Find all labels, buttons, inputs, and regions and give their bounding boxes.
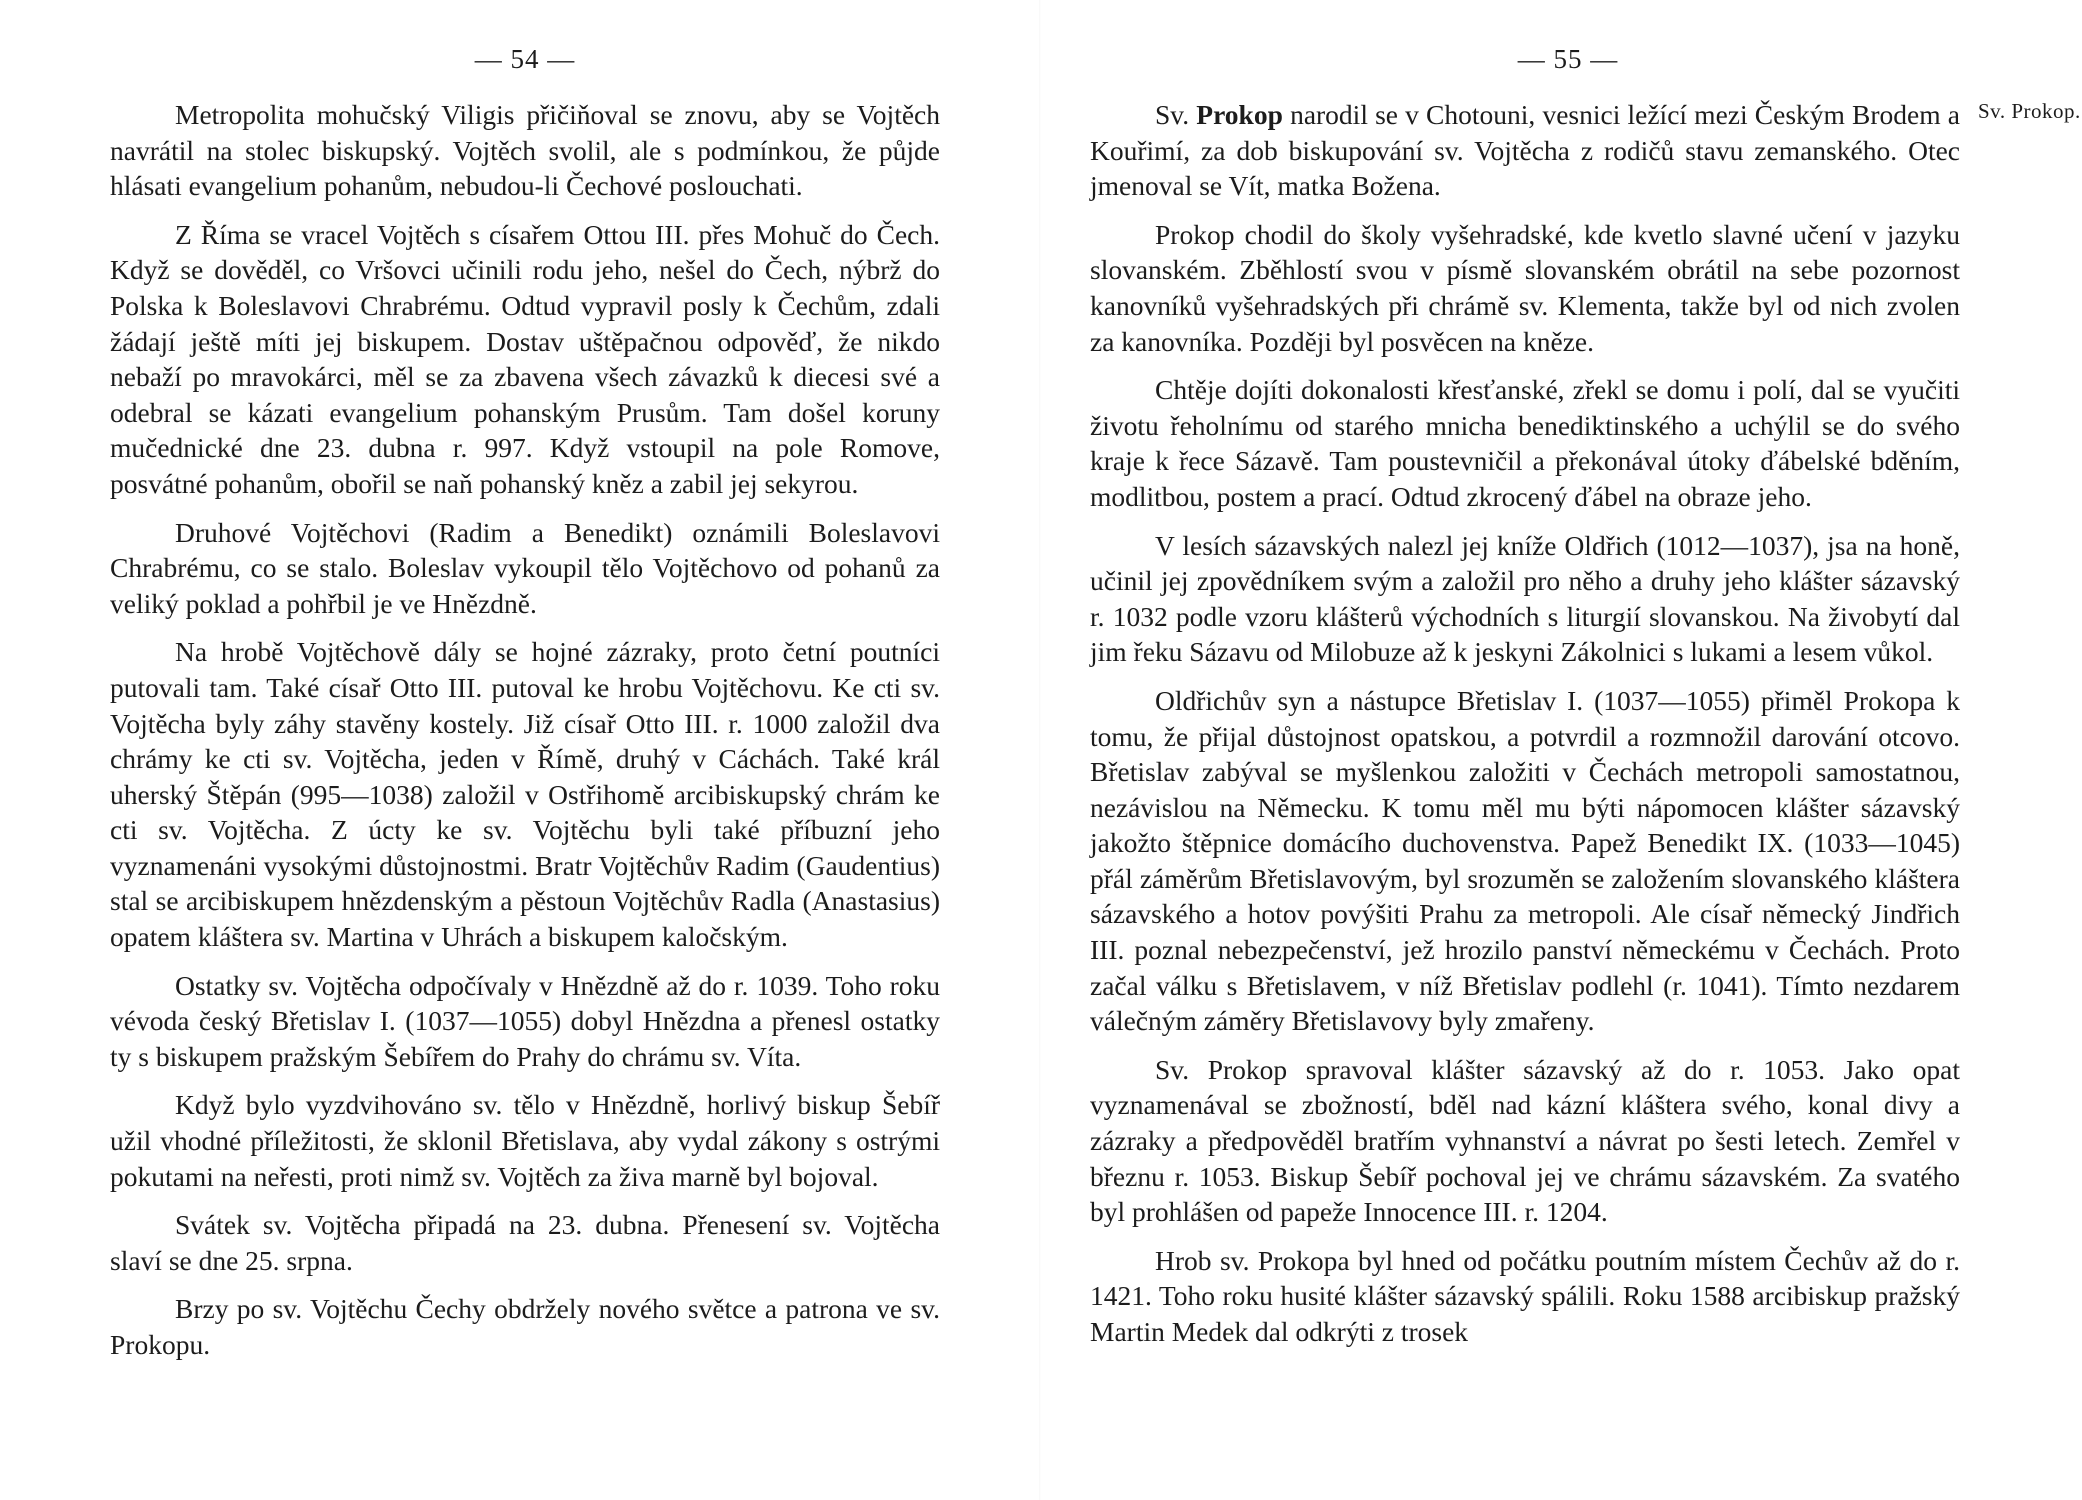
body-text <box>110 97 940 1363</box>
left-page <box>0 0 1040 1500</box>
paragraph: Z Říma se vracel Vojtěch s císařem Ottou III. přes Mohuč do Čech. Když se dověděl, co Vršovci učinili rodu jeho, nešel do Čech, nýbrž do Polska k Boleslavovi Chrabrému. Odtud vypravil posly k Čechům, zdali žádají ještě míti jej biskupem. Dostav uštěpačnou odpověď, že nikdo nebaží po mravokárci, měl se za zbavena všech závazků k diecesi své a odebral se kázati evangelium pohanským Prusům. Tam došel koruny mučednické dne 23. dubna r. 997. Když vstoupil na pole Romove, posvátné pohanům, obořil se naň pohanský kněz a zabil jej sekyrou. <box>110 218 940 499</box>
right-page <box>1040 0 2082 1500</box>
paragraph: Sv. Prokop spravoval klášter sázavský až do r. 1053. Jako opat vyznamenával se zbožností, bděl nad kázní kláštera svého, konal divy a zázraky a předpověděl bratřím vyhnanství a návrat po šesti letech. Zemřel v březnu r. 1053. Biskup Šebíř pochoval jej ve chrámu sázavském. Za svatého byl prohlášen od papeže Innocence III. r. 1204. <box>1090 1053 1960 1228</box>
paragraph: Když bylo vyzdvihováno sv. tělo v Hnězdně, horlivý biskup Šebíř užil vhodné příležitosti, že sklonil Břetislava, aby vydal zákony s ostrými pokutami na neřesti, proti nimž sv. Vojtěch za živa marně byl bojoval. <box>110 1089 940 1192</box>
paragraph: Ostatky sv. Vojtěcha odpočívaly v Hnězdně až do r. 1039. Toho roku vévoda český Břetislav I. (1037—1055) dobyl Hnězdna a přenesl ostatky ty s biskupem pražským Šebířem do Prahy do chrámu sv. Víta. <box>110 969 940 1072</box>
paragraph: Hrob sv. Prokopa byl hned od počátku poutním místem Čechův až do r. 1421. Toho roku husité klášter sázavský spálili. Roku 1588 arcibiskup pražský Martin Medek dal odkrýti z trosek <box>1090 1244 1960 1347</box>
paragraph: Prokop chodil do školy vyšehradské, kde kvetlo slavné učení v jazyku slovanském. Zběhlostí svou v písmě slovanském obrátil na sebe pozornost kanovníků vyšehradských při chrámě sv. Klementa, takže byl od nich zvolen za kanovníka. Později byl posvěcen na kněze. <box>1090 218 1960 357</box>
paragraph <box>1090 97 1960 204</box>
paragraph: Oldřichův syn a nástupce Břetislav I. (1037—1055) přiměl Prokopa k tomu, že přijal důstojnost opatskou, a potvrdil a rozmnožil darování otcovo. Břetislav zabýval se myšlenkou založiti v Čechách metropoli samostatnou, nezávislou na Německu. K tomu měl mu býti nápomocen klášter sázavský jakožto štěpnice domácího duchovenstva. Papež Benedikt IX. (1033—1045) přál záměrům Břetislavovým, byl srozuměn se založením slovanského kláštera sázavského a hotov povýšiti Prahu za metropoli. Ale císař německý Jindřich III. poznal nebezpečenství, jež hrozilo panství německému v Čechách. Proto začal válku s Břetislavem, v níž Břetislav podlehl (r. 1041). Tímto nezdarem válečným záměry Břetislavovy byly zmařeny. <box>1090 684 1960 1037</box>
paragraph: Druhové Vojtěchovi (Radim a Benedikt) oznámili Boleslavovi Chrabrému, co se stalo. Boleslav vykoupil tělo Vojtěchovo od pohanů za veliký poklad a pohřbil je ve Hnězdně. <box>110 516 940 619</box>
paragraph: Metropolita mohučský Viligis přičiňoval se znovu, aby se Vojtěch navrátil na stolec biskupský. Vojtěch svolil, ale s podmínkou, že půjde hlásati evangelium pohanům, nebudou-li Čechové poslouchati. <box>110 99 940 202</box>
paragraph: Na hrobě Vojtěchově dály se hojné zázraky, proto četní poutníci putovali tam. Také císař Otto III. putoval ke hrobu Vojtěchovu. Ke cti sv. Vojtěcha byly záhy stavěny kostely. Již císař Otto III. r. 1000 založil dva chrámy ke cti sv. Vojtěcha, jeden v Římě, druhý v Cáchách. Také král uherský Štěpán (995—1038) založil v Ostřihomě arcibiskupský chrám ke cti sv. Vojtěcha. Z úcty ke sv. Vojtěchu byli také příbuzní jeho vyznamenáni vysokými důstojnostmi. Bratr Vojtěchův Radim (Gaudentius) stal se arcibiskupem hnězdenským a pěstoun Vojtěchův Radla (Anastasius) opatem kláštera sv. Martina v Uhrách a biskupem kaločským. <box>110 636 940 953</box>
body-text <box>1090 97 1960 1350</box>
page-number: — 55 — <box>1517 44 1619 74</box>
paragraph-rest: narodil se v Chotouni, vesnici ležící mezi Českým Brodem a Kouřimí, za dob biskupování sv. Vojtěcha z rodičů stavu zemanského. Otec jmenoval se Vít, matka Božena. <box>1090 99 1961 202</box>
paragraph: Chtěje dojíti dokonalosti křesťanské, zřekl se domu i polí, dal se vyučiti životu řeholnímu od starého mnicha benediktinského a uchýlil se do svého kraje k řece Sázavě. Tam poustevničil a překonával útoky ďábelské bděním, modlitbou, postem a prací. Odtud zkrocený ďábel na obraze jeho. <box>1090 374 1960 512</box>
bold-name: Prokop <box>1196 99 1283 130</box>
page-number: — 54 — <box>474 44 576 74</box>
paragraph-lead: Sv. <box>1155 99 1190 130</box>
paragraph: Brzy po sv. Vojtěchu Čechy obdržely nového světce a patrona ve sv. Prokopu. <box>110 1293 940 1360</box>
paragraph: V lesích sázavských nalezl jej kníže Oldřich (1012—1037), jsa na honě, učinil jej zpovědníkem svým a založil pro něho a druhy jeho klášter sázavský r. 1032 podle vzoru klášterů východních s liturgií slovanskou. Na živobytí dal jim řeku Sázavu od Milobuze až k jeskyni Zákolnici s lukami a lesem vůkol. <box>1090 529 1960 668</box>
paragraph: Svátek sv. Vojtěcha připadá na 23. dubna. Přenesení sv. Vojtěcha slaví se dne 25. srpna. <box>110 1209 940 1276</box>
margin-note: Sv. Prokop. <box>1978 99 2081 123</box>
